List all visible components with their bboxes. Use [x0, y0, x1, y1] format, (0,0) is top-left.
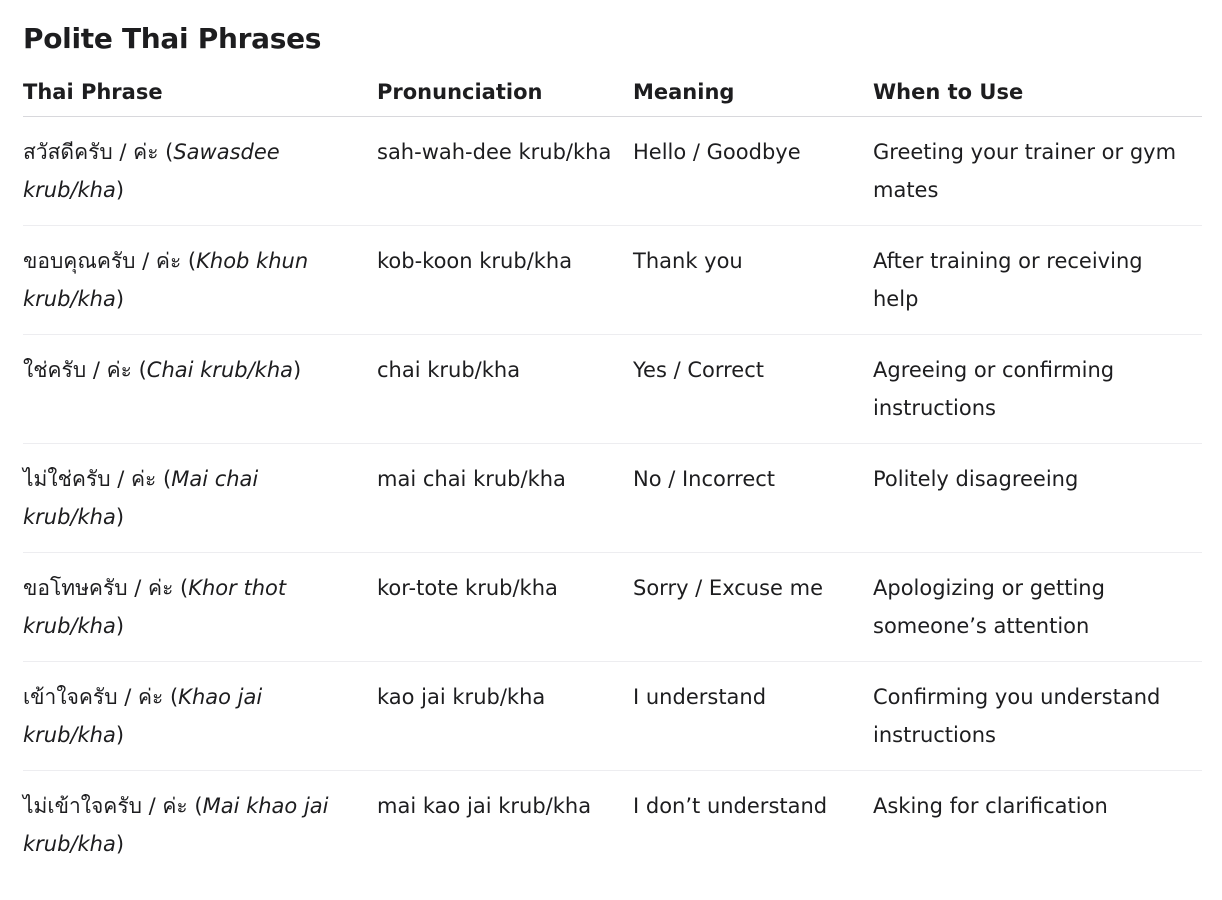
closing-paren: ) [115, 287, 125, 311]
thai-phrase-cell [23, 771, 377, 880]
meaning-cell: Hello / Goodbye [633, 117, 873, 226]
usage-cell: Asking for clarification [873, 794, 1108, 818]
usage-cell: Apologizing or getting someone’s attention [873, 553, 1202, 662]
thai-script: ไม่ใช่ครับ / ค่ะ ( [23, 467, 172, 491]
thai-script: เข้าใจครับ / ค่ะ ( [23, 685, 179, 709]
romanization: Sawasdee krub/kha [23, 140, 280, 202]
usage-cell: Greeting your trainer or gym mates [873, 117, 1202, 226]
thai-phrase-cell [23, 226, 377, 335]
usage-cell: Confirming you understand instructions [873, 662, 1202, 771]
closing-paren: ) [115, 505, 125, 529]
header-when-to-use: When to Use [873, 78, 1202, 117]
usage-cell: Politely disagreeing [873, 444, 1202, 553]
pronunciation-cell: kao jai krub/kha [377, 662, 633, 771]
pronunciation-cell: kor-tote krub/kha [377, 553, 633, 662]
pronunciation-cell: mai chai krub/kha [377, 444, 633, 553]
closing-paren: ) [115, 723, 125, 747]
header-meaning: Meaning [633, 78, 873, 117]
table-row [23, 444, 1202, 553]
romanization: Khob khun krub/kha [23, 249, 309, 311]
romanization: Khao jai krub/kha [23, 685, 263, 747]
thai-script: ขอบคุณครับ / ค่ะ ( [23, 249, 197, 273]
table-row [23, 553, 1202, 662]
meaning-cell: I understand [633, 662, 873, 771]
thai-phrase-cell [23, 662, 377, 771]
thai-phrase-cell [23, 444, 377, 553]
pronunciation-cell: kob-koon krub/kha [377, 226, 633, 335]
meaning-cell: No / Incorrect [633, 444, 873, 553]
closing-paren: ) [293, 358, 302, 382]
closing-paren: ) [115, 614, 125, 638]
usage-cell: After training or receiving help [873, 226, 1202, 335]
thai-script: ขอโทษครับ / ค่ะ ( [23, 576, 189, 600]
header-pronunciation: Pronunciation [377, 78, 633, 117]
thai-phrase-cell [23, 335, 377, 444]
table-row [23, 662, 1202, 771]
thai-script: ใช่ครับ / ค่ะ ( [23, 358, 147, 382]
pronunciation-cell: mai kao jai krub/kha [377, 794, 592, 818]
pronunciation-cell: chai krub/kha [377, 335, 633, 444]
romanization: Khor thot krub/kha [23, 576, 287, 638]
thai-phrase-cell [23, 117, 377, 226]
meaning-cell: I don’t understand [633, 794, 828, 818]
closing-paren: ) [115, 178, 125, 202]
usage-cell: Agreeing or confirming instructions [873, 335, 1202, 444]
table-row [23, 226, 1202, 335]
thai-script: ไม่เข้าใจครับ / ค่ะ ( [23, 794, 203, 818]
table-row [23, 117, 1202, 226]
romanization: Mai khao jai krub/kha [23, 794, 329, 856]
romanization: Chai krub/kha [146, 358, 293, 382]
header-thai-phrase: Thai Phrase [23, 78, 377, 117]
romanization: Mai chai krub/kha [23, 467, 259, 529]
meaning-cell: Yes / Correct [633, 335, 873, 444]
pronunciation-cell: sah-wah-dee krub/kha [377, 117, 633, 226]
phrases-table [23, 78, 1202, 879]
page-title: Polite Thai Phrases [23, 22, 322, 55]
meaning-cell: Sorry / Excuse me [633, 553, 873, 662]
meaning-cell: Thank you [633, 226, 873, 335]
thai-phrase-cell [23, 553, 377, 662]
thai-script: สวัสดีครับ / ค่ะ ( [23, 140, 174, 164]
table-row [23, 771, 1202, 880]
table-header-row [23, 78, 1202, 117]
closing-paren: ) [115, 832, 125, 856]
table-row [23, 335, 1202, 444]
